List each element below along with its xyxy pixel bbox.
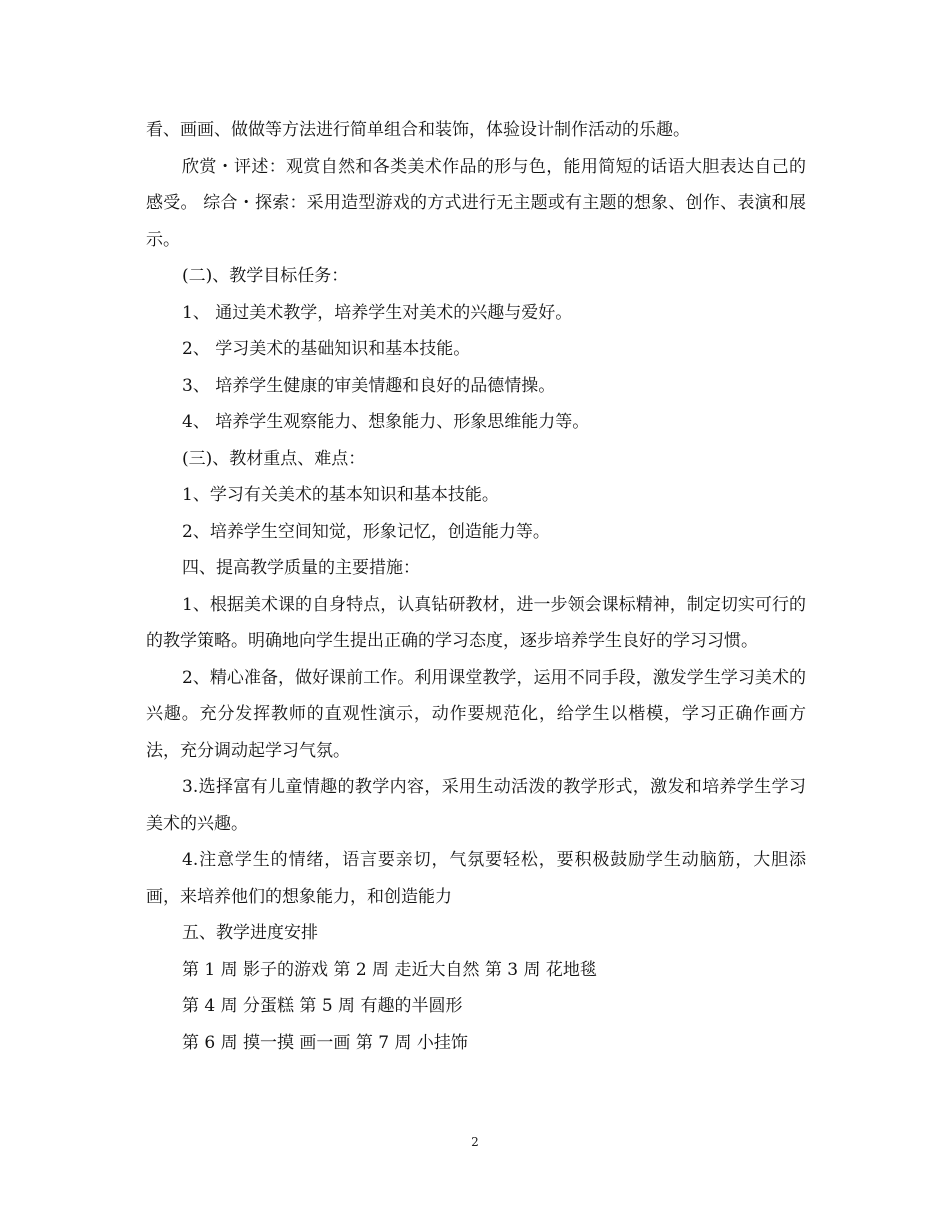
paragraph-appreciation: 欣赏・评述：观赏自然和各类美术作品的形与色，能用简短的话语大胆表达自己的感受。 综合・探索：采用造型游戏的方式进行无主题或有主题的想象、创作、表演和展示。 — [146, 156, 806, 250]
goal-item-4: 4、 培养学生观察能力、想象能力、形象思维能力等。 — [182, 412, 590, 432]
schedule-line-3: 第 6 周 摸一摸 画一画 第 7 周 小挂饰 — [182, 1032, 468, 1053]
goal-item-2: 2、 学习美术的基础知识和基本技能。 — [182, 339, 471, 359]
document-body — [146, 112, 806, 1061]
section-heading-schedule: 五、教学进度安排 — [182, 923, 318, 943]
key-point-item-1: 1、学习有关美术的基本知识和基本技能。 — [182, 485, 499, 505]
schedule-line-2: 第 4 周 分蛋糕 第 5 周 有趣的半圆形 — [182, 996, 463, 1016]
paragraph-continuation: 看、画画、做做等方法进行简单组合和装饰，体验设计制作活动的乐趣。 — [146, 120, 690, 140]
measure-item-3: 3.选择富有儿童情趣的教学内容，采用生动活泼的教学形式，激发和培养学生学习美术的兴趣。 — [146, 777, 806, 834]
measure-item-1: 1、根据美术课的自身特点，认真钻研教材，进一步领会课标精神，制定切实可行的的教学策略。明确地向学生提出正确的学习态度，逐步培养学生良好的学习习惯。 — [146, 594, 806, 651]
page-number: 2 — [471, 1135, 479, 1149]
measure-item-2: 2、精心准备，做好课前工作。利用课堂教学，运用不同手段，激发学生学习美术的兴趣。充分发挥教师的直观性演示，动作要规范化，给学生以楷模，学习正确作画方法，充分调动起学习气氛。 — [146, 667, 806, 761]
section-heading-key-points: (三)、教材重点、难点： — [182, 448, 366, 469]
goal-item-1: 1、 通过美术教学，培养学生对美术的兴趣与爱好。 — [182, 302, 573, 323]
goal-item-3: 3、 培养学生健康的审美情趣和良好的品德情操。 — [182, 375, 556, 396]
measure-item-4: 4.注意学生的情绪，语言要亲切，气氛要轻松，要积极鼓励学生动脑筋，大胆添画，来培养他们的想象能力，和创造能力 — [146, 850, 806, 907]
key-point-item-2: 2、培养学生空间知觉，形象记忆，创造能力等。 — [182, 521, 550, 542]
section-heading-goals: (二)、教学目标任务： — [182, 266, 349, 286]
section-heading-measures: 四、提高教学质量的主要措施： — [182, 558, 420, 578]
schedule-line-1: 第 1 周 影子的游戏 第 2 周 走近大自然 第 3 周 花地毯 — [182, 959, 597, 980]
